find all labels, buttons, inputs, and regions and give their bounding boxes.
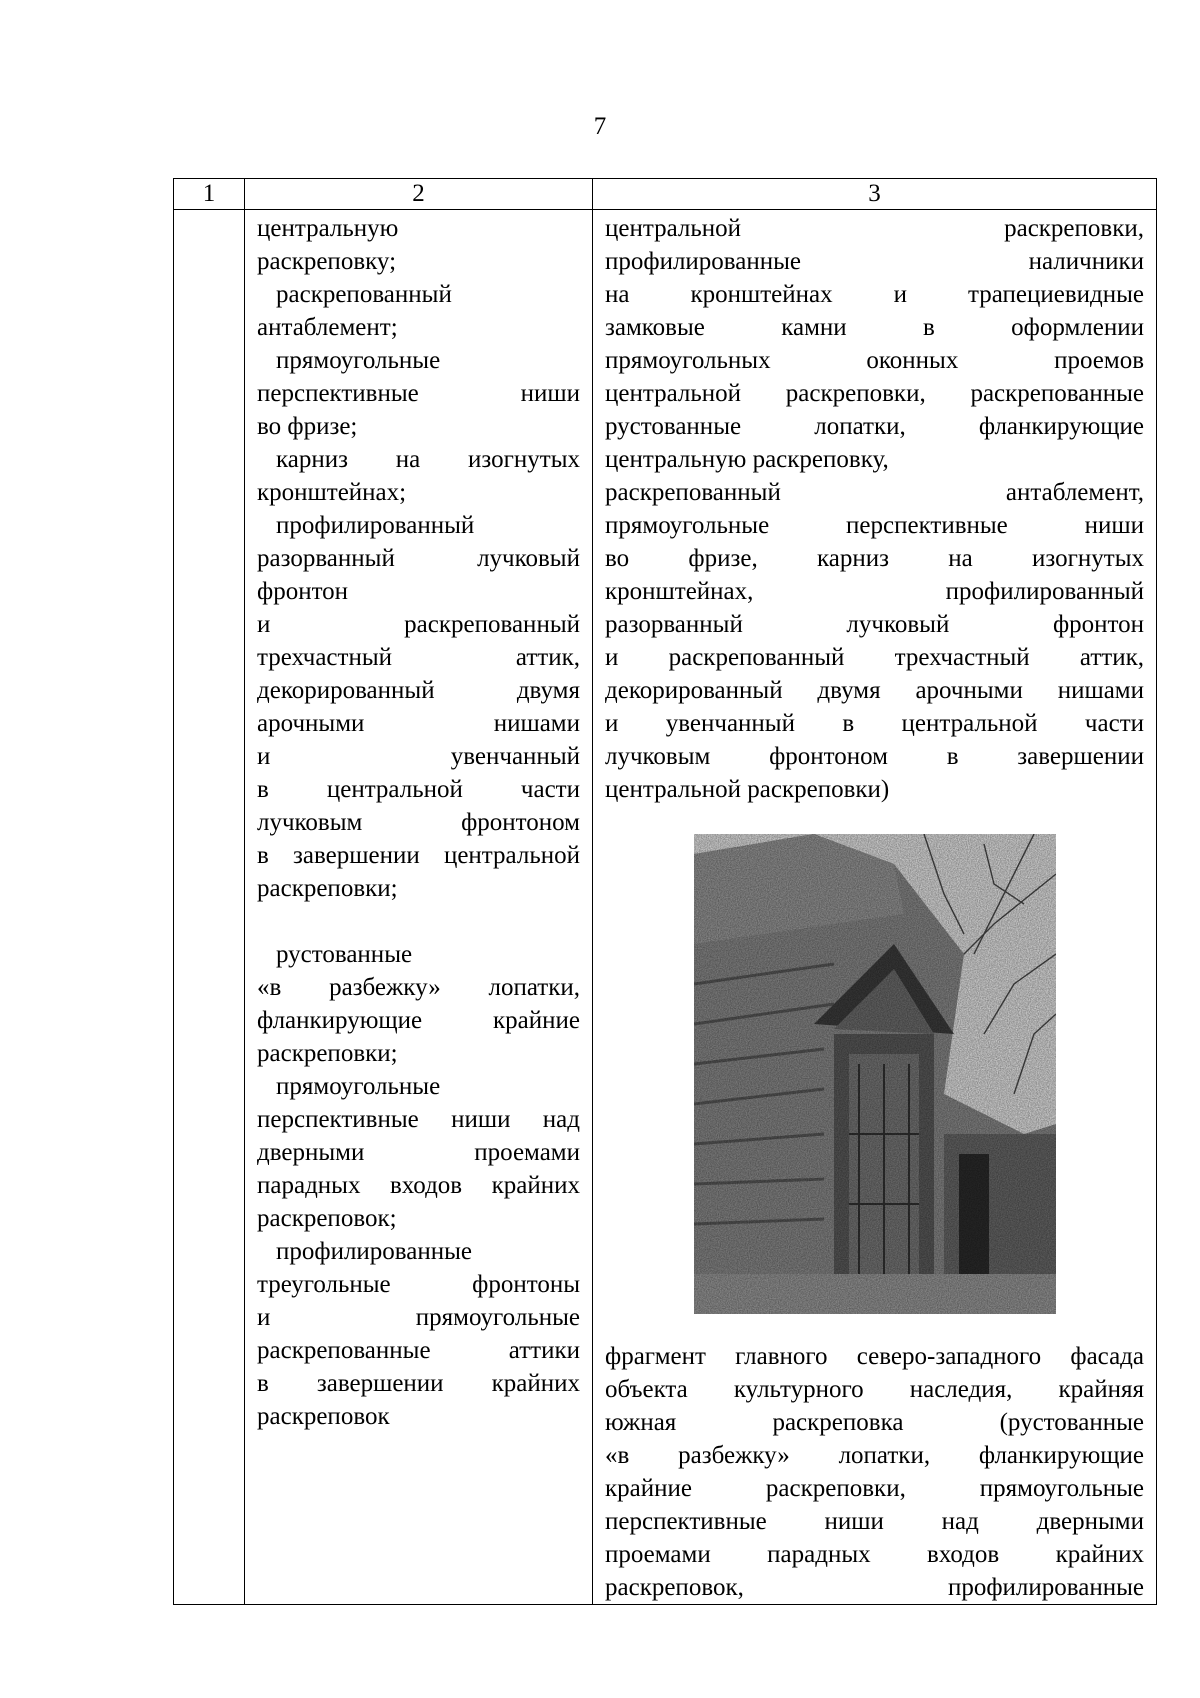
text-line: проемами парадных входов крайних xyxy=(605,1541,1144,1568)
text-line: фронтон xyxy=(257,578,349,605)
text-line: раскреповок xyxy=(257,1403,390,1430)
text-line: в завершении центральной xyxy=(257,842,580,869)
text-line: центральную xyxy=(257,215,399,242)
text-line: и увенчанный xyxy=(257,743,580,770)
text-line: профилированный xyxy=(276,512,475,539)
text-line: на кронштейнах и трапециевидные xyxy=(605,281,1144,308)
col3-top-text xyxy=(605,212,1144,806)
text-line: прямоугольных оконных проемов xyxy=(605,347,1144,374)
text-line: дверными проемами xyxy=(257,1139,580,1166)
text-line: раскреповок, профилированные xyxy=(605,1574,1144,1601)
text-line: центральную раскреповку, xyxy=(605,446,889,473)
text-line: центральной раскреповки, раскрепованные xyxy=(605,380,1144,407)
text-line: во фризе, карниз на изогнутых xyxy=(605,545,1144,572)
text-line: разорванный лучковый xyxy=(257,545,580,572)
text-line: разорванный лучковый фронтон xyxy=(605,611,1144,638)
text-line: и прямоугольные xyxy=(257,1304,580,1331)
text-line: прямоугольные перспективные ниши xyxy=(605,512,1144,539)
text-line: антаблемент; xyxy=(257,314,398,341)
text-line: раскреповки; xyxy=(257,875,398,902)
text-line: и раскрепованный xyxy=(257,611,580,638)
text-line: раскрепованный xyxy=(276,281,452,308)
text-line: перспективные ниши xyxy=(257,380,580,407)
text-line: и раскрепованный трехчастный аттик, xyxy=(605,644,1144,671)
text-line: крайние раскреповки, прямоугольные xyxy=(605,1475,1144,1502)
text-line: раскреповку; xyxy=(257,248,397,275)
text-line: «в разбежку» лопатки, фланкирующие xyxy=(605,1442,1144,1469)
text-line: и увенчанный в центральной части xyxy=(605,710,1144,737)
text-line xyxy=(257,905,580,938)
text-line: прямоугольные xyxy=(276,347,441,374)
text-line: южная раскреповка (рустованные xyxy=(605,1409,1144,1436)
text-line: центральной раскреповки) xyxy=(605,776,890,803)
text-line: карниз на изогнутых xyxy=(276,446,580,473)
text-line: раскрепованные аттики xyxy=(257,1337,580,1364)
text-line: рустованные xyxy=(276,941,413,968)
text-line: объекта культурного наследия, крайняя xyxy=(605,1376,1144,1403)
text-line: раскреповки; xyxy=(257,1040,398,1067)
text-line: лучковым фронтоном в завершении xyxy=(605,743,1144,770)
text-line: во фризе; xyxy=(257,413,358,440)
text-line: трехчастный аттик, xyxy=(257,644,580,671)
text-line: в центральной части xyxy=(257,776,580,803)
header-col-2: 2 xyxy=(245,179,593,210)
text-line: «в разбежку» лопатки, xyxy=(257,974,580,1001)
text-line: лучковым фронтоном xyxy=(257,809,580,836)
text-line: парадных входов крайних xyxy=(257,1172,580,1199)
col2-text xyxy=(245,210,592,1433)
text-line: профилированные наличники xyxy=(605,248,1144,275)
table-row xyxy=(174,210,1157,1605)
text-line: кронштейнах, профилированный xyxy=(605,578,1144,605)
text-line: арочными нишами xyxy=(257,710,580,737)
col3-content xyxy=(593,210,1156,1604)
facade-photo-image xyxy=(694,834,1056,1314)
text-line: перспективные ниши над дверными xyxy=(605,1508,1144,1535)
text-line: профилированные xyxy=(276,1238,473,1265)
text-line: фланкирующие крайние xyxy=(257,1007,580,1034)
text-line: в завершении крайних xyxy=(257,1370,580,1397)
header-col-3: 3 xyxy=(593,179,1157,210)
header-col-1: 1 xyxy=(174,179,245,210)
cell-col-1 xyxy=(174,210,245,1605)
text-line: перспективные ниши над xyxy=(257,1106,580,1133)
text-line: раскрепованный антаблемент, xyxy=(605,479,1144,506)
text-line: кронштейнах; xyxy=(257,479,407,506)
table-header-row xyxy=(174,179,1157,210)
text-line: фрагмент главного северо-западного фасада xyxy=(605,1343,1144,1370)
page-number: 7 xyxy=(593,113,607,140)
cell-col-3 xyxy=(593,210,1157,1605)
heritage-table xyxy=(173,178,1157,1605)
text-line: декорированный двумя арочными нишами xyxy=(605,677,1144,704)
text-line: замковые камни в оформлении xyxy=(605,314,1144,341)
text-line: раскреповок; xyxy=(257,1205,397,1232)
text-line: прямоугольные xyxy=(276,1073,441,1100)
text-line: декорированный двумя xyxy=(257,677,580,704)
cell-col-2 xyxy=(245,210,593,1605)
text-line: треугольные фронтоны xyxy=(257,1271,580,1298)
col3-bottom-text xyxy=(605,1340,1144,1604)
facade-photo xyxy=(694,834,1056,1314)
text-line: рустованные лопатки, фланкирующие xyxy=(605,413,1144,440)
text-line: центральной раскреповки, xyxy=(605,215,1144,242)
